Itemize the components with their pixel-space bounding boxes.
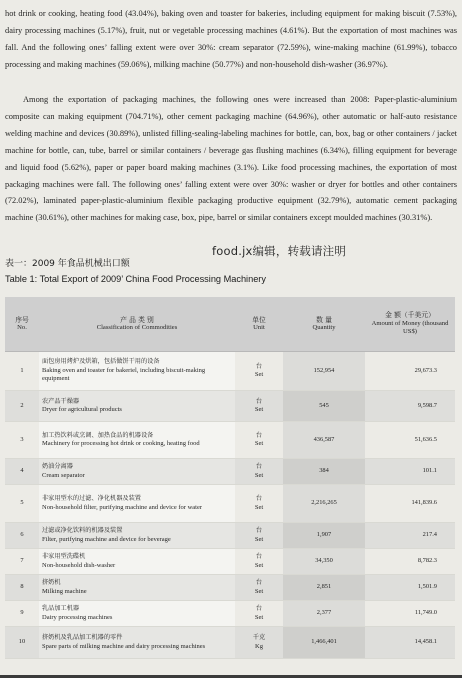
- cell-unit: [235, 523, 283, 549]
- cell-quantity: 34,350: [283, 549, 365, 575]
- cell-quantity: 436,587: [283, 422, 365, 459]
- cell-unit-cn: 台: [255, 463, 263, 471]
- cell-classification-cn: 奶油分离器: [42, 463, 73, 471]
- cell-unit-cn: 台: [255, 495, 263, 503]
- cell-unit-cn: 台: [255, 431, 263, 439]
- cell-no: 8: [5, 575, 39, 601]
- cell-unit: [235, 549, 283, 575]
- cell-classification-cn: 加工热饮料或烹调、加热食品的机器设备: [42, 431, 154, 439]
- cell-classification: [39, 422, 235, 459]
- cell-classification-cn: 非家用型洗碟机: [42, 553, 86, 561]
- cell-classification-cn: 过滤或净化饮料的机器及装置: [42, 527, 123, 535]
- table-row: [5, 575, 455, 601]
- export-table: [5, 297, 455, 659]
- table-row: [5, 627, 455, 659]
- header-no: 序号 No.: [5, 297, 39, 352]
- header-classification: 产 品 类 别 Classification of Commodities: [39, 297, 235, 352]
- cell-amount: 141,839.6: [365, 485, 455, 523]
- cell-amount: 29,673.3: [365, 352, 455, 391]
- cell-classification-cn: 非家用型水的过滤、净化机器及装置: [42, 495, 141, 503]
- table-row: [5, 459, 455, 485]
- table-caption-chinese: 表一：2009 年食品机械出口额: [5, 259, 130, 269]
- header-amount: 金 额（千美元） Amount of Money (thousand US$): [365, 297, 455, 352]
- cell-classification: [39, 485, 235, 523]
- cell-unit-en: Set: [254, 587, 264, 595]
- table-header-row: [5, 297, 455, 352]
- cell-unit-cn: 千克: [252, 634, 266, 642]
- cell-classification: [39, 459, 235, 485]
- cell-unit-cn: 台: [255, 397, 263, 405]
- cell-unit-en: Set: [254, 371, 264, 378]
- cell-unit-en: Set: [254, 613, 264, 621]
- cell-classification: [39, 391, 235, 422]
- cell-classification-cn: 挤奶机及乳品加工机器的零件: [42, 634, 123, 642]
- cell-unit-en: Set: [254, 406, 264, 413]
- cell-amount: 11,749.0: [365, 601, 455, 627]
- cell-classification: [39, 523, 235, 549]
- cell-classification-en: Dairy processing machines: [42, 613, 113, 621]
- cell-classification: [39, 352, 235, 391]
- cell-no: 9: [5, 601, 39, 627]
- cell-no: 10: [5, 627, 39, 659]
- cell-classification-en: Baking oven and toaster for bakeriel, including biscuit-making equipment: [42, 366, 206, 383]
- cell-unit: [235, 601, 283, 627]
- table-row: [5, 391, 455, 422]
- cell-classification-cn: 挤奶机: [42, 579, 61, 587]
- watermark-text: food.jx编辑，转载请注明: [212, 244, 347, 258]
- table-row: [5, 485, 455, 523]
- cell-classification: [39, 549, 235, 575]
- cell-no: 5: [5, 485, 39, 523]
- cell-unit-en: Kg: [255, 642, 263, 650]
- cell-amount: 8,782.3: [365, 549, 455, 575]
- header-unit: 单位 Unit: [235, 297, 283, 352]
- table-row: [5, 523, 455, 549]
- cell-classification-en: Dryer for agricultural products: [42, 406, 122, 413]
- cell-quantity: 1,466,401: [283, 627, 365, 659]
- cell-unit-cn: 台: [255, 605, 263, 613]
- body-paragraph-food-machines: hot drink or cooking, heating food (43.04%), baking oven and toaster for bakeries, including equipment for making biscuit (7.53%), dairy processing machines (5.17%), fruit, nut or vegetable processing machines (4.61%). But the exportation of most machines was fall. And the following ones’ falling extent were over 30%: cream separator (72.59%), wine-making machine (61.99%), tobacco processing and making machines (59.06%), milking machine (50.77%) and non-household dish-washer (36.97%).: [5, 9, 457, 69]
- cell-quantity: 2,851: [283, 575, 365, 601]
- cell-no: 1: [5, 352, 39, 391]
- cell-unit: [235, 352, 283, 391]
- cell-unit-en: Set: [254, 535, 264, 543]
- cell-unit: [235, 459, 283, 485]
- cell-amount: 14,458.1: [365, 627, 455, 659]
- cell-classification-cn: 农产品干燥器: [42, 397, 80, 405]
- cell-classification-en: Non-household filter, purifying machine and device for water: [42, 503, 203, 511]
- cell-unit: [235, 575, 283, 601]
- cell-amount: 1,501.9: [365, 575, 455, 601]
- cell-unit-en: Set: [254, 440, 264, 447]
- cell-unit: [235, 627, 283, 659]
- table-caption-english: Table 1: Total Export of 2009’ China Food Processing Machinery: [5, 274, 266, 284]
- cell-unit-cn: 台: [255, 362, 263, 370]
- cell-amount: 51,636.5: [365, 422, 455, 459]
- cell-no: 4: [5, 459, 39, 485]
- cell-quantity: 384: [283, 459, 365, 485]
- cell-classification-en: Machinery for processing hot drink or cooking, heating food: [42, 440, 200, 447]
- cell-unit: [235, 391, 283, 422]
- cell-classification: [39, 627, 235, 659]
- cell-classification-cn: 面包房用烤炉及烘箱，包括做饼干用的设备: [42, 358, 160, 366]
- cell-classification-en: Spare parts of milking machine and dairy processing machines: [42, 642, 206, 650]
- cell-no: 3: [5, 422, 39, 459]
- cell-no: 6: [5, 523, 39, 549]
- cell-unit: [235, 485, 283, 523]
- cell-classification-en: Cream separator: [42, 471, 85, 479]
- table-row: [5, 601, 455, 627]
- table-row: [5, 422, 455, 459]
- cell-amount: 101.1: [365, 459, 455, 485]
- cell-classification: [39, 601, 235, 627]
- cell-quantity: 2,377: [283, 601, 365, 627]
- cell-classification: [39, 575, 235, 601]
- cell-unit-en: Set: [254, 471, 264, 479]
- cell-quantity: 152,954: [283, 352, 365, 391]
- cell-unit-cn: 台: [255, 579, 263, 587]
- cell-classification-en: Milking machine: [42, 587, 87, 595]
- cell-unit-cn: 台: [255, 527, 263, 535]
- cell-classification-cn: 乳品加工机器: [42, 605, 80, 613]
- cell-unit-en: Set: [254, 503, 264, 511]
- cell-classification-en: Non-household dish-washer: [42, 561, 116, 569]
- table-row: [5, 549, 455, 575]
- cell-quantity: 545: [283, 391, 365, 422]
- cell-quantity: 2,216,265: [283, 485, 365, 523]
- cell-amount: 217.4: [365, 523, 455, 549]
- cell-no: 7: [5, 549, 39, 575]
- cell-amount: 9,598.7: [365, 391, 455, 422]
- header-quantity: 数 量 Quantity: [283, 297, 365, 352]
- cell-unit-en: Set: [254, 561, 264, 569]
- cell-unit-cn: 台: [255, 553, 263, 561]
- cell-quantity: 1,907: [283, 523, 365, 549]
- body-paragraph-packaging-machines: Among the exportation of packaging machines, the following ones were increased than 2008: Paper-plastic-aluminium composite can making equipment (704.71%), other cement packaging machine (64.96%), other automatic or half-auto resistance welding machine and devices (30.89%), unlisted filling-sealing-labeling machines for bottle, can, box, bag or other containers / jacket machine for bottle, can, tube, barrel or similar containers / beverage gas flushing machines (6.34%), filling equipment for beverage and liquid food (5.62%), paper or paper board making machines (3.1%). Like food processing machines, the exportation of most packaging machines were fall. The following ones’ falling extent were over 30%: washer or dryer for bottles and other containers (72.02%), laminated paper-plastic-aluminium flexible packaging productive equipment (32.79%), automatic cement packaging machine (30.61%), other machines for making case, box, pipe, barrel or similar containers except moulded machines (30.31%).: [5, 95, 457, 223]
- table-row: [5, 352, 455, 391]
- cell-classification-en: Filter, purifying machine and device for beverage: [42, 535, 171, 543]
- cell-no: 2: [5, 391, 39, 422]
- cell-unit: [235, 422, 283, 459]
